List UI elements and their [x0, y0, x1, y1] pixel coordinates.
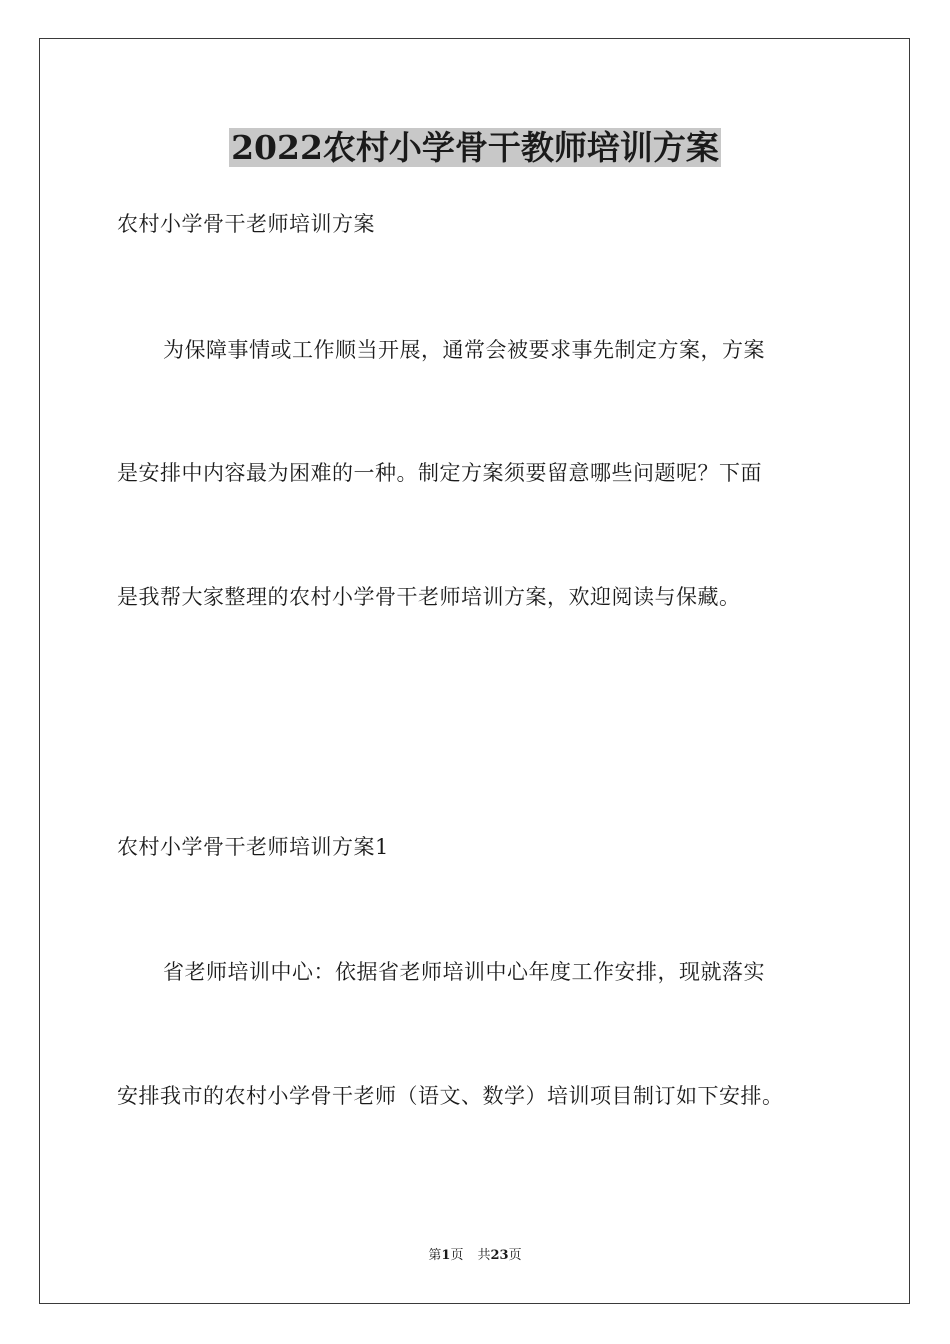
footer-page-total: 23: [490, 1248, 509, 1263]
section-heading: 农村小学骨干老师培训方案1: [117, 835, 389, 859]
footer-page-suffix: 页: [450, 1248, 464, 1263]
footer-total-suffix: 页: [508, 1248, 522, 1263]
document-title: [0, 126, 950, 170]
intro-line-3: 是我帮大家整理的农村小学骨干老师培训方案，欢迎阅读与保藏。: [117, 585, 741, 609]
footer-page-current: 1: [441, 1248, 451, 1263]
document-subtitle: 农村小学骨干老师培训方案: [117, 212, 375, 236]
section-line-2: 安排我市的农村小学骨干老师（语文、数学）培训项目制订如下安排。: [117, 1084, 784, 1108]
page-footer: [0, 1247, 950, 1265]
intro-line-2: 是安排中内容最为困难的一种。制定方案须要留意哪些问题呢？下面: [117, 461, 762, 485]
section-line-1: 省老师培训中心：依据省老师培训中心年度工作安排，现就落实: [163, 960, 765, 984]
document-title-text: 2022农村小学骨干教师培训方案: [231, 128, 719, 167]
intro-line-1: 为保障事情或工作顺当开展，通常会被要求事先制定方案，方案: [163, 338, 765, 362]
footer-page-prefix: 第: [428, 1248, 442, 1263]
footer-total-prefix: 共: [477, 1248, 491, 1263]
